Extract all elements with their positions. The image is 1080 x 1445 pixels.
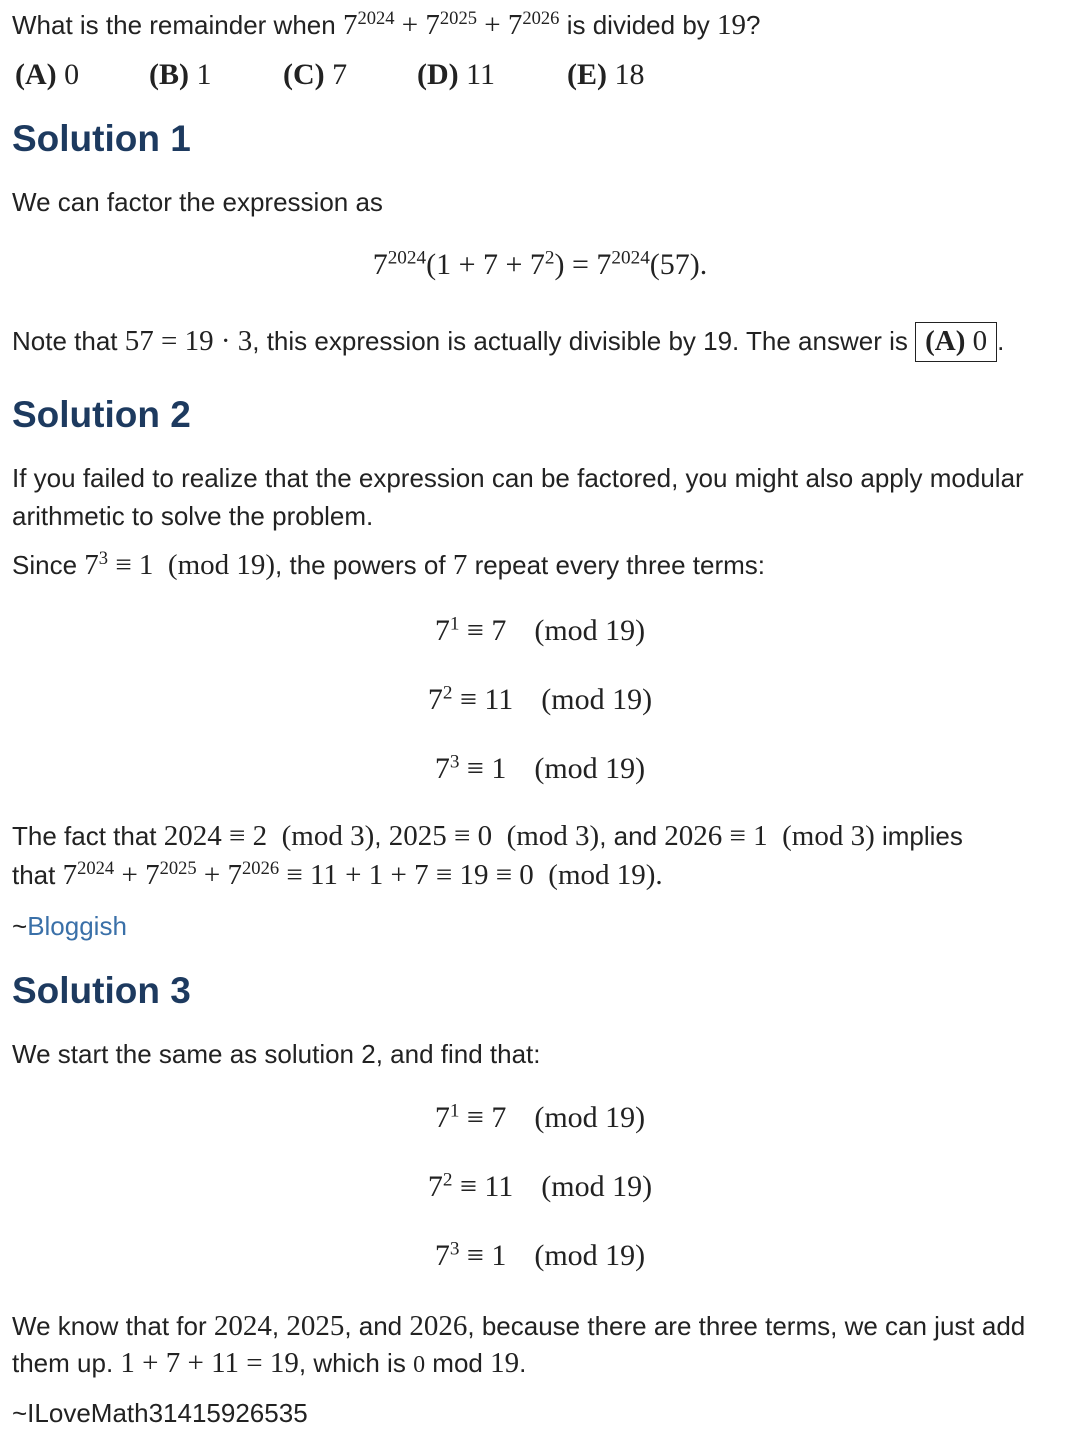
problem-lead-text: What is the remainder when [12,10,336,40]
choice-b: (B) 1 [149,58,212,91]
problem-expression: $7^{2024} + 7^{2025} + 7^{2026}$ [342,7,560,41]
solution-3-congruence-2: $7^2 \equiv 11$ (mod 19) [427,1169,653,1203]
choice-d: (D) 11 [417,58,496,91]
solution-2-congruence-2: $7^2 \equiv 11$ (mod 19) [427,682,653,716]
choice-e: (E) 18 [567,58,645,91]
solution-2-para1: If you failed to realize that the expression can be factored, you might also apply modular arithmetic to solve the problem. [12,463,1024,531]
solution-2-congruence-1: $7^1 \equiv 7$ (mod 19) [434,613,646,647]
solution-1-note: Note that 57 = 19 · 3, this expression is actually divisible by 19. The answer is (A) 0 . [12,324,1004,359]
solution-3-them-line: them up. 1 + 7 + 11 = 19, which is 0 mod 19. [12,1347,527,1379]
solution-3-signature: ~ILoveMath31415926535 [12,1398,308,1428]
author-link-bloggish[interactable]: Bloggish [27,911,127,941]
solution-2-fact-line: The fact that 2024 ≡ 2 (mod 3), 2025 ≡ 0 (mod 3), and 2026 ≡ 1 (mod 3) implies [12,820,963,852]
solution-1-factored-equation: $7^{2024}(1 + 7 + 7^2) = 7^{2024}(57)$. [372,247,708,281]
solution-2-signature: ~Bloggish [12,911,127,941]
solution-3-know-line: We know that for 2024, 2025, and 2026, because there are three terms, we can just add [12,1310,1026,1342]
problem-tail-text: is divided by [566,10,710,40]
boxed-answer: (A) 0 [915,322,997,362]
solution-2-that-line: that $7^{2024} + 7^{2025} + 7^{2026} \equiv 11 + 1 + 7 \equiv 19 \equiv 0$ (mod 19). [12,857,663,891]
note-math: 57 = 19 · 3 [124,325,253,357]
solution-1-intro: We can factor the expression as [12,187,383,217]
solution-3-heading: Solution 3 [12,970,191,1011]
choice-c: (C) 7 [283,58,348,91]
solution-2-congruence-3: $7^3 \equiv 1$ (mod 19) [434,751,646,785]
problem-divisor: 19 [717,9,747,41]
solution-3-congruence-3: $7^3 \equiv 1$ (mod 19) [434,1238,646,1272]
solution-1-heading: Solution 1 [12,118,191,159]
choice-a: (A) 0 [15,58,80,91]
solution-2-heading: Solution 2 [12,394,191,435]
solution-3-congruence-1: $7^1 \equiv 7$ (mod 19) [434,1100,646,1134]
solution-3-intro: We start the same as solution 2, and find that: [12,1039,541,1069]
solution-2-since: Since $7^3 \equiv 1$ (mod 19), the powers of 7 repeat every three terms: [12,547,766,581]
problem-statement: What is the remainder when $7^{2024} + 7^{2025} + 7^{2026}$ is divided by 19? [12,7,761,41]
answer-choices [15,57,645,93]
